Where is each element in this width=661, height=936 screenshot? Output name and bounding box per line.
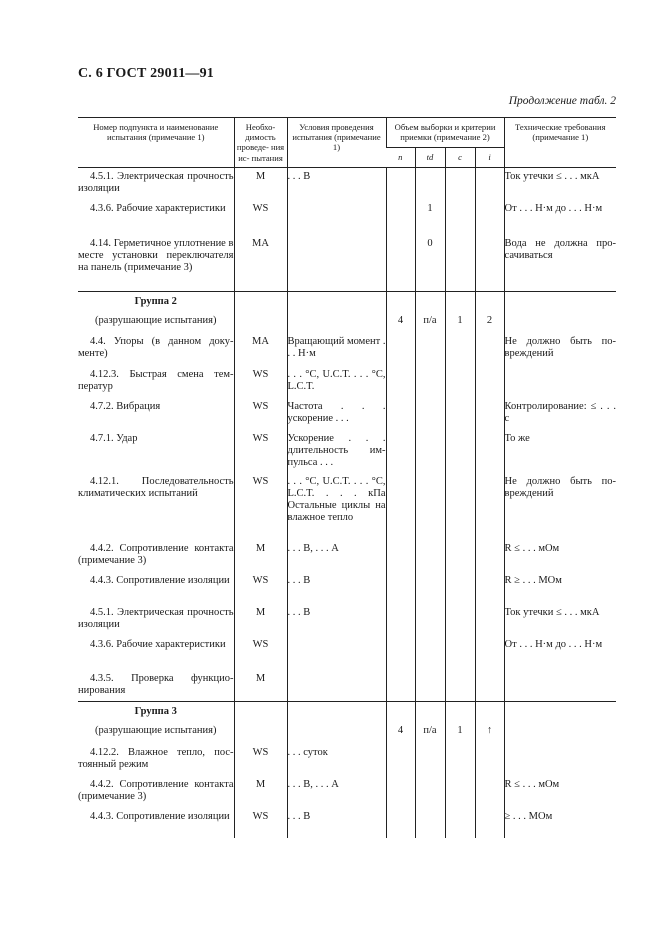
sample-c	[445, 235, 475, 291]
sample-td	[415, 776, 445, 808]
group-subtitle: (разрушающие испытания)	[95, 314, 217, 326]
conditions: . . . В	[287, 167, 386, 200]
sample-c	[445, 366, 475, 398]
sample-c	[445, 670, 475, 702]
table-row	[78, 776, 616, 808]
sample-n	[386, 366, 415, 398]
conditions: . . . В, . . . А	[287, 776, 386, 808]
sample-n	[386, 167, 415, 200]
table-row	[78, 235, 616, 291]
table-row	[78, 670, 616, 702]
requirement: Ток утечки ≤ . . . мкА	[504, 604, 616, 636]
test-name: 4.14. Герметичное уплотнение в месте установки переключателя на панель (примечание 3)	[78, 238, 234, 274]
sample-i	[475, 235, 504, 291]
sample-i	[475, 430, 504, 473]
header-td: td	[415, 148, 445, 168]
necessity: M	[234, 540, 287, 572]
sample-c	[445, 572, 475, 604]
test-name: 4.4.3. Сопротивление изоляции	[90, 574, 230, 586]
header-sample: Объем выборки и критерии приемки (примечание 2)	[386, 118, 504, 148]
sample-n	[386, 670, 415, 702]
conditions	[287, 636, 386, 670]
table-row	[78, 398, 616, 430]
necessity: M	[234, 604, 287, 636]
sample-n	[386, 473, 415, 540]
necessity: WS	[234, 636, 287, 670]
sample-n	[386, 540, 415, 572]
sample-i	[475, 200, 504, 235]
requirement: R ≥ . . . МОм	[504, 572, 616, 604]
sample-td	[415, 636, 445, 670]
requirement: R ≤ . . . мОм	[504, 776, 616, 808]
test-name: 4.4.3. Сопротивление изоляции	[90, 810, 230, 822]
group-title: Группа 2	[134, 295, 177, 307]
requirement: Контролирование: ≤ . . . с	[504, 398, 616, 430]
header-necessity: Необхо- димость проведе- ния ис- пытания	[234, 118, 287, 168]
conditions: . . . °С, U.C.T. . . . °С, L.C.T.	[287, 366, 386, 398]
sample-n	[386, 636, 415, 670]
test-name: 4.4. Упоры (в данном документе)	[78, 335, 234, 359]
sample-i	[475, 167, 504, 200]
sample-n: 4	[386, 312, 415, 333]
necessity: WS	[234, 473, 287, 540]
test-name: 4.12.2. Влажное тепло, постоянный режим	[78, 746, 234, 770]
sample-c	[445, 473, 475, 540]
sample-td: 0	[415, 235, 445, 291]
sample-c	[445, 200, 475, 235]
group-header-row	[78, 701, 616, 722]
sample-td	[415, 398, 445, 430]
table-row	[78, 604, 616, 636]
sample-c	[445, 776, 475, 808]
requirement: От . . . Н·м до . . . Н·м	[504, 200, 616, 235]
sample-n	[386, 572, 415, 604]
sample-i	[475, 636, 504, 670]
necessity: M	[234, 670, 287, 702]
sample-n	[386, 430, 415, 473]
header-requirements: Технические требования (примечание 1)	[504, 118, 616, 168]
table-row	[78, 572, 616, 604]
necessity: MA	[234, 235, 287, 291]
page-title: С. 6 ГОСТ 29011—91	[78, 66, 215, 81]
sample-n	[386, 604, 415, 636]
table-row	[78, 744, 616, 776]
sample-c	[445, 167, 475, 200]
sample-i	[475, 776, 504, 808]
table-row	[78, 473, 616, 540]
conditions	[287, 670, 386, 702]
sample-c	[445, 604, 475, 636]
conditions: Частота . . . ускорение . . .	[287, 398, 386, 430]
requirement	[504, 744, 616, 776]
requirement: То же	[504, 430, 616, 473]
sample-td	[415, 473, 445, 540]
test-name: 4.7.2. Вибрация	[90, 400, 161, 412]
sample-td	[415, 333, 445, 366]
table-row	[78, 430, 616, 473]
sample-i	[475, 808, 504, 838]
group-subtitle-row	[78, 722, 616, 744]
necessity: WS	[234, 808, 287, 838]
sample-n	[386, 333, 415, 366]
sample-i	[475, 604, 504, 636]
sample-td	[415, 366, 445, 398]
necessity: MA	[234, 333, 287, 366]
header-n: n	[386, 148, 415, 168]
sample-i: 2	[475, 312, 504, 333]
sample-td	[415, 167, 445, 200]
necessity: WS	[234, 398, 287, 430]
sample-n	[386, 744, 415, 776]
conditions: Вращающий момент . . . Н·м	[287, 333, 386, 366]
test-name: 4.5.1. Электрическая прочность изоляции	[78, 170, 234, 194]
conditions	[287, 200, 386, 235]
table-continuation-label: Продолжение табл. 2	[508, 95, 616, 107]
sample-n: 4	[386, 722, 415, 744]
sample-i	[475, 572, 504, 604]
sample-c	[445, 398, 475, 430]
conditions: . . . В	[287, 572, 386, 604]
header-test-name: Номер подпункта и наименование испытания (примечание 1)	[78, 118, 234, 168]
sample-n	[386, 776, 415, 808]
conditions: . . . суток	[287, 744, 386, 776]
conditions	[287, 235, 386, 291]
conditions: . . . В	[287, 808, 386, 838]
table-row	[78, 200, 616, 235]
necessity: WS	[234, 744, 287, 776]
necessity: M	[234, 167, 287, 200]
sample-c	[445, 333, 475, 366]
test-name: 4.5.1. Электрическая прочность изоляции	[78, 606, 234, 630]
test-name: 4.4.2. Сопротивление контакта (примечание 3)	[78, 778, 234, 802]
sample-td: п/а	[415, 722, 445, 744]
necessity: WS	[234, 200, 287, 235]
group-title: Группа 3	[134, 705, 177, 717]
header-conditions: Условия проведения испытания (примечание 1)	[287, 118, 386, 168]
group-subtitle: (разрушающие испытания)	[95, 724, 217, 736]
table-row	[78, 167, 616, 200]
sample-c: 1	[445, 312, 475, 333]
sample-td	[415, 744, 445, 776]
requirement: Не должно быть повреждений	[504, 473, 616, 540]
sample-n	[386, 398, 415, 430]
sample-i	[475, 473, 504, 540]
sample-c: 1	[445, 722, 475, 744]
table-row	[78, 366, 616, 398]
sample-i: ↑	[475, 722, 504, 744]
group-header-row	[78, 291, 616, 312]
sample-c	[445, 540, 475, 572]
requirement: Не должно быть повреждений	[504, 333, 616, 366]
sample-c	[445, 430, 475, 473]
requirement	[504, 670, 616, 702]
necessity: M	[234, 776, 287, 808]
table-row	[78, 636, 616, 670]
requirement: Вода не должна просачиваться	[504, 235, 616, 291]
header-c: c	[445, 148, 475, 168]
sample-i	[475, 366, 504, 398]
sample-td	[415, 572, 445, 604]
sample-n	[386, 235, 415, 291]
sample-i	[475, 398, 504, 430]
sample-td: п/а	[415, 312, 445, 333]
requirement: От . . . Н·м до . . . Н·м	[504, 636, 616, 670]
conditions: . . . В, . . . А	[287, 540, 386, 572]
test-name: 4.3.6. Рабочие характеристики	[90, 203, 226, 215]
necessity: WS	[234, 430, 287, 473]
table-row	[78, 333, 616, 366]
conditions: Ускорение . . . длительность импульса . . .	[287, 430, 386, 473]
test-name: 4.12.3. Быстрая смена температур	[78, 368, 234, 392]
sample-td	[415, 808, 445, 838]
requirement: R ≤ . . . мОм	[504, 540, 616, 572]
sample-i	[475, 670, 504, 702]
test-name: 4.4.2. Сопротивление контакта (примечание 3)	[78, 542, 234, 566]
test-name: 4.3.6. Рабочие характеристики	[90, 638, 226, 650]
sample-td: 1	[415, 200, 445, 235]
sample-i	[475, 540, 504, 572]
sample-td	[415, 604, 445, 636]
necessity: WS	[234, 572, 287, 604]
sample-c	[445, 744, 475, 776]
requirement: Ток утечки ≤ . . . мкА	[504, 167, 616, 200]
test-name: 4.7.1. Удар	[90, 432, 138, 444]
table-row	[78, 540, 616, 572]
conditions: . . . В	[287, 604, 386, 636]
sample-td	[415, 430, 445, 473]
requirement: ≥ . . . МОм	[504, 808, 616, 838]
test-table	[78, 117, 616, 838]
sample-c	[445, 636, 475, 670]
sample-i	[475, 333, 504, 366]
table-row	[78, 808, 616, 838]
sample-i	[475, 744, 504, 776]
test-name: 4.3.5. Проверка функционирования	[78, 672, 234, 696]
sample-n	[386, 808, 415, 838]
conditions: . . . °С, U.C.T. . . . °С, L.C.T. . . . кПа Остальные циклы на влажное тепло	[287, 473, 386, 540]
sample-td	[415, 670, 445, 702]
test-name: 4.12.1. Последовательность климатических испытаний	[78, 475, 234, 499]
sample-c	[445, 808, 475, 838]
requirement	[504, 366, 616, 398]
sample-n	[386, 200, 415, 235]
necessity: WS	[234, 366, 287, 398]
sample-td	[415, 540, 445, 572]
header-i: i	[475, 148, 504, 168]
group-subtitle-row	[78, 312, 616, 333]
